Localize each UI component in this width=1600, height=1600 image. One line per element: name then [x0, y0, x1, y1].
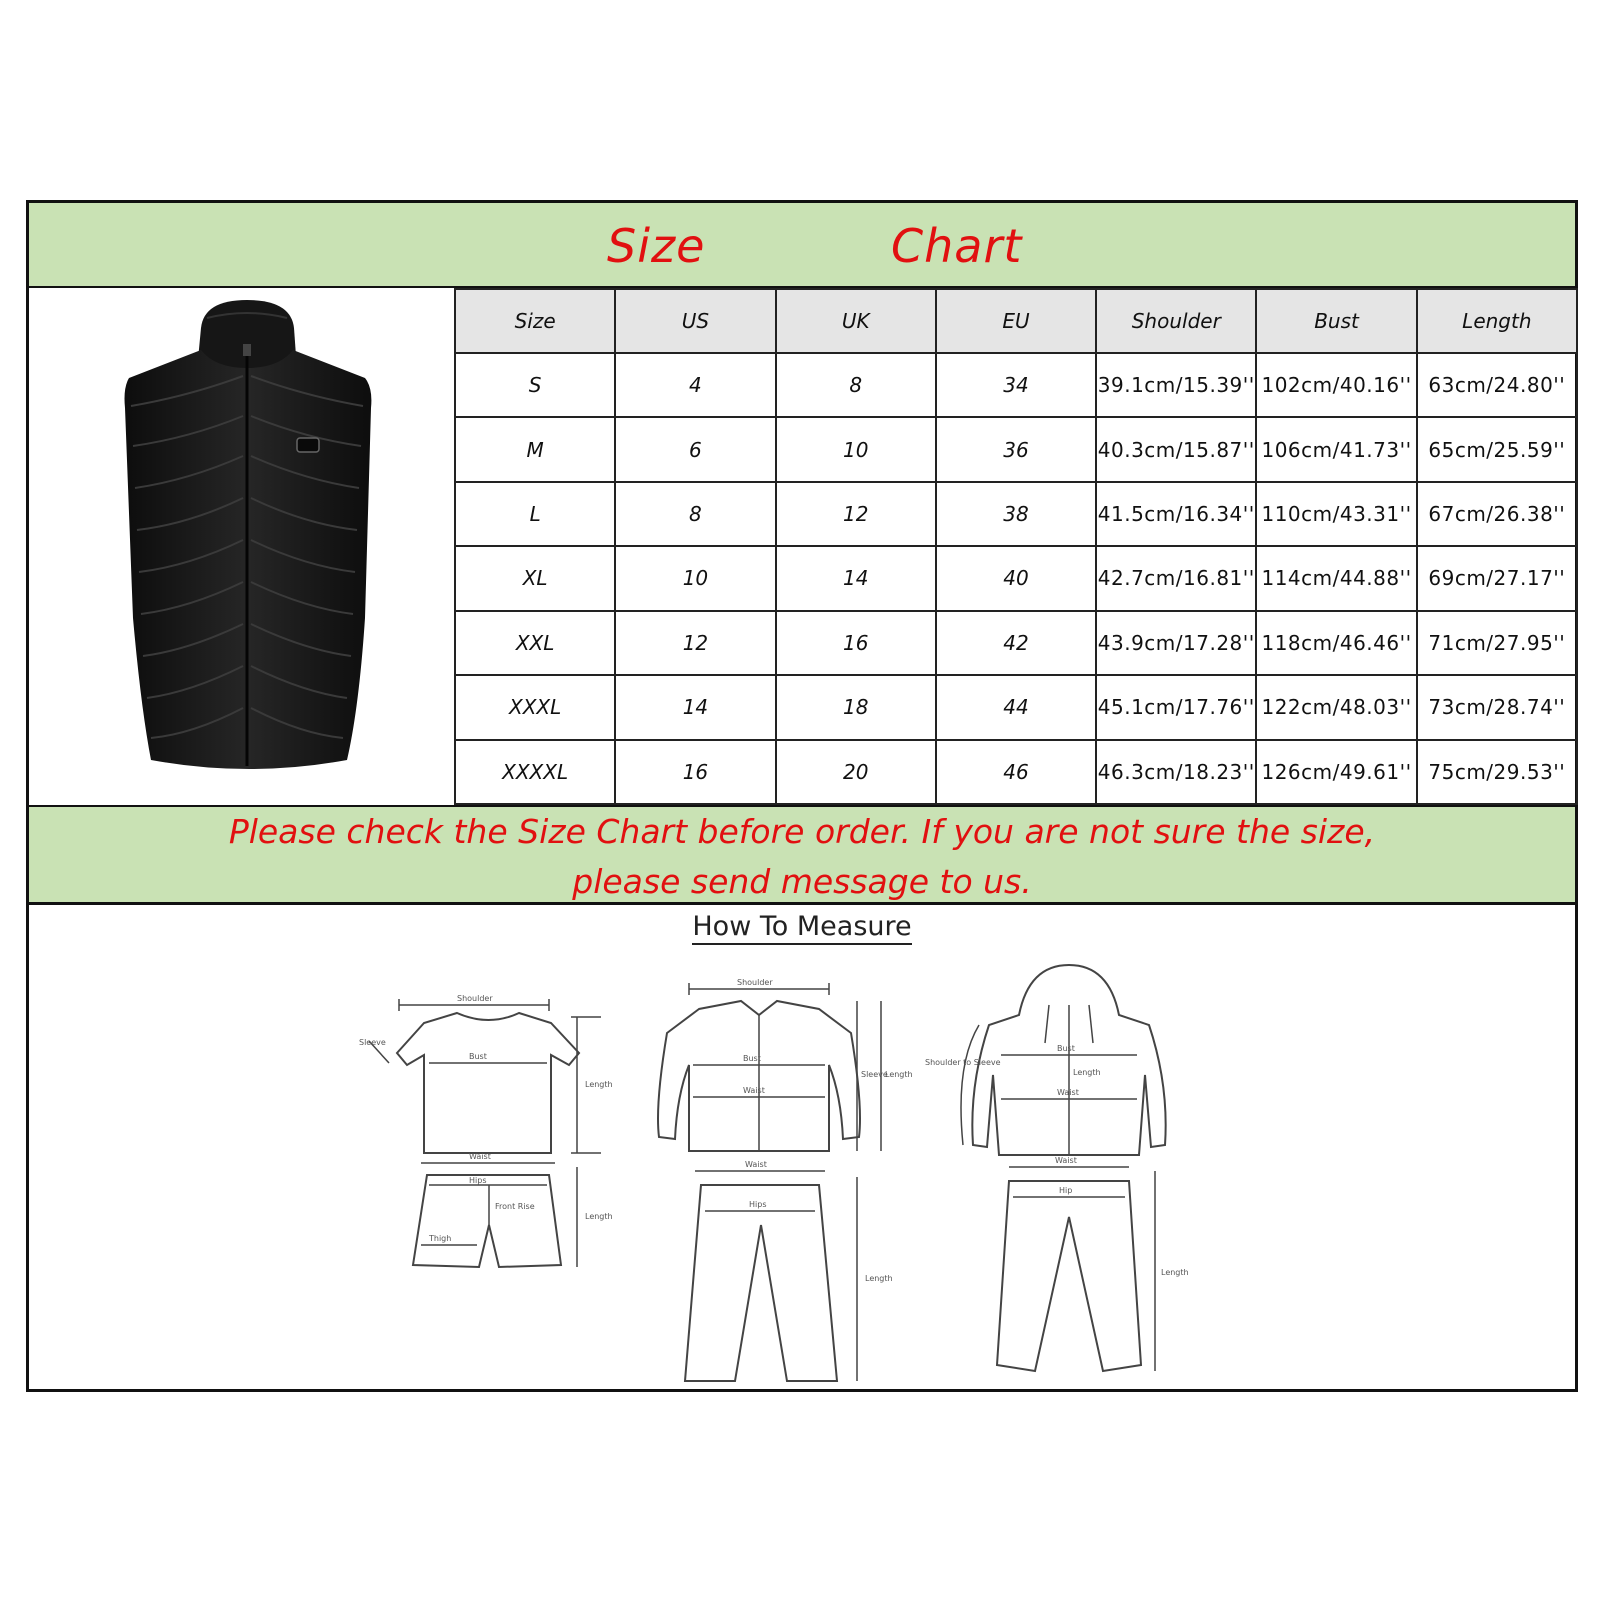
cell-uk: 12 [776, 482, 936, 546]
cell-eu: 40 [936, 546, 1096, 610]
table-row [455, 740, 1577, 804]
cell-bust: 122cm/48.03'' [1256, 675, 1416, 739]
header-uk: UK [776, 289, 936, 353]
cell-uk: 18 [776, 675, 936, 739]
cell-us: 10 [615, 546, 775, 610]
label-hoodie-shoulder-to-sleeve: Shoulder to Sleeve [925, 1058, 1001, 1067]
size-table [454, 288, 1578, 805]
cell-size: XXXXL [455, 740, 615, 804]
joggers-diagram [997, 1167, 1155, 1371]
label-shirt-length: Length [885, 1070, 913, 1079]
header-size: Size [455, 289, 615, 353]
label-hoodie-length: Length [1073, 1068, 1101, 1077]
cell-bust: 110cm/43.31'' [1256, 482, 1416, 546]
label-shirt-waist: Waist [743, 1086, 765, 1095]
product-image-area [29, 288, 454, 805]
cell-uk: 16 [776, 611, 936, 675]
cell-shoulder: 46.3cm/18.23'' [1096, 740, 1256, 804]
table-header-row [455, 289, 1577, 353]
header-eu: EU [936, 289, 1096, 353]
label-trousers-hips: Hips [749, 1200, 767, 1209]
label-shorts-thigh: Thigh [429, 1234, 452, 1243]
cell-bust: 126cm/49.61'' [1256, 740, 1416, 804]
label-shorts-length: Length [585, 1212, 613, 1221]
cell-bust: 106cm/41.73'' [1256, 417, 1416, 481]
cell-bust: 102cm/40.16'' [1256, 353, 1416, 417]
header-length: Length [1417, 289, 1577, 353]
label-hoodie-bust: Bust [1057, 1044, 1075, 1053]
label-joggers-hip: Hip [1059, 1186, 1073, 1195]
cell-eu: 42 [936, 611, 1096, 675]
cell-shoulder: 40.3cm/15.87'' [1096, 417, 1256, 481]
label-shirt-shoulder: Shoulder [737, 978, 773, 987]
size-chart-frame [26, 200, 1578, 1392]
cell-size: M [455, 417, 615, 481]
tshirt-diagram [369, 999, 601, 1153]
cell-shoulder: 42.7cm/16.81'' [1096, 546, 1256, 610]
trousers-diagram [685, 1171, 857, 1381]
header-us: US [615, 289, 775, 353]
how-to-measure-title [29, 911, 1575, 942]
cell-length: 67cm/26.38'' [1417, 482, 1577, 546]
label-hoodie-waist: Waist [1057, 1088, 1079, 1097]
label-tshirt-bust: Bust [469, 1052, 487, 1061]
label-tshirt-shoulder: Shoulder [457, 994, 493, 1003]
cell-eu: 44 [936, 675, 1096, 739]
table-row [455, 482, 1577, 546]
table-row [455, 675, 1577, 739]
cell-us: 8 [615, 482, 775, 546]
cell-size: XXL [455, 611, 615, 675]
header-bust: Bust [1256, 289, 1416, 353]
size-note-line-2: please send message to us. [572, 862, 1032, 901]
cell-us: 4 [615, 353, 775, 417]
measure-diagrams [29, 905, 1575, 1389]
cell-uk: 10 [776, 417, 936, 481]
shorts-diagram [413, 1163, 577, 1267]
cell-us: 12 [615, 611, 775, 675]
table-row [455, 611, 1577, 675]
label-tshirt-sleeve: Sleeve [359, 1038, 386, 1047]
cell-us: 6 [615, 417, 775, 481]
cell-size: XXXL [455, 675, 615, 739]
cell-eu: 38 [936, 482, 1096, 546]
label-trousers-waist: Waist [745, 1160, 767, 1169]
label-shorts-hips: Hips [469, 1176, 487, 1185]
table-row [455, 417, 1577, 481]
cell-eu: 46 [936, 740, 1096, 804]
cell-shoulder: 43.9cm/17.28'' [1096, 611, 1256, 675]
how-to-measure-title-text: How To Measure [692, 911, 911, 945]
cell-us: 16 [615, 740, 775, 804]
cell-bust: 118cm/46.46'' [1256, 611, 1416, 675]
cell-length: 69cm/27.17'' [1417, 546, 1577, 610]
title-word-size: Size [607, 219, 706, 273]
title-word-chart: Chart [891, 219, 1023, 273]
header-shoulder: Shoulder [1096, 289, 1256, 353]
cell-length: 73cm/28.74'' [1417, 675, 1577, 739]
cell-bust: 114cm/44.88'' [1256, 546, 1416, 610]
label-joggers-waist: Waist [1055, 1156, 1077, 1165]
label-shorts-waist: Waist [469, 1152, 491, 1161]
cell-uk: 8 [776, 353, 936, 417]
cell-shoulder: 45.1cm/17.76'' [1096, 675, 1256, 739]
cell-size: S [455, 353, 615, 417]
cell-eu: 34 [936, 353, 1096, 417]
label-shirt-bust: Bust [743, 1054, 761, 1063]
label-trousers-length: Length [865, 1274, 893, 1283]
cell-shoulder: 39.1cm/15.39'' [1096, 353, 1256, 417]
cell-length: 75cm/29.53'' [1417, 740, 1577, 804]
size-note-line-1: Please check the Size Chart before order. If you are not sure the size, [228, 812, 1376, 851]
cell-eu: 36 [936, 417, 1096, 481]
title-band [29, 203, 1575, 288]
label-tshirt-length: Length [585, 1080, 613, 1089]
vest-product-image [29, 288, 454, 805]
how-to-measure-section [29, 905, 1575, 1389]
cell-uk: 14 [776, 546, 936, 610]
cell-length: 71cm/27.95'' [1417, 611, 1577, 675]
cell-length: 65cm/25.59'' [1417, 417, 1577, 481]
cell-us: 14 [615, 675, 775, 739]
cell-size: L [455, 482, 615, 546]
cell-size: XL [455, 546, 615, 610]
shirt-diagram [658, 983, 881, 1151]
table-row [455, 546, 1577, 610]
cell-uk: 20 [776, 740, 936, 804]
cell-length: 63cm/24.80'' [1417, 353, 1577, 417]
label-shirt-sleeve: Sleeve [861, 1070, 888, 1079]
cell-shoulder: 41.5cm/16.34'' [1096, 482, 1256, 546]
table-row [455, 353, 1577, 417]
label-joggers-length: Length [1161, 1268, 1189, 1277]
size-note-band [29, 805, 1575, 905]
label-shorts-front-rise: Front Rise [495, 1202, 535, 1211]
